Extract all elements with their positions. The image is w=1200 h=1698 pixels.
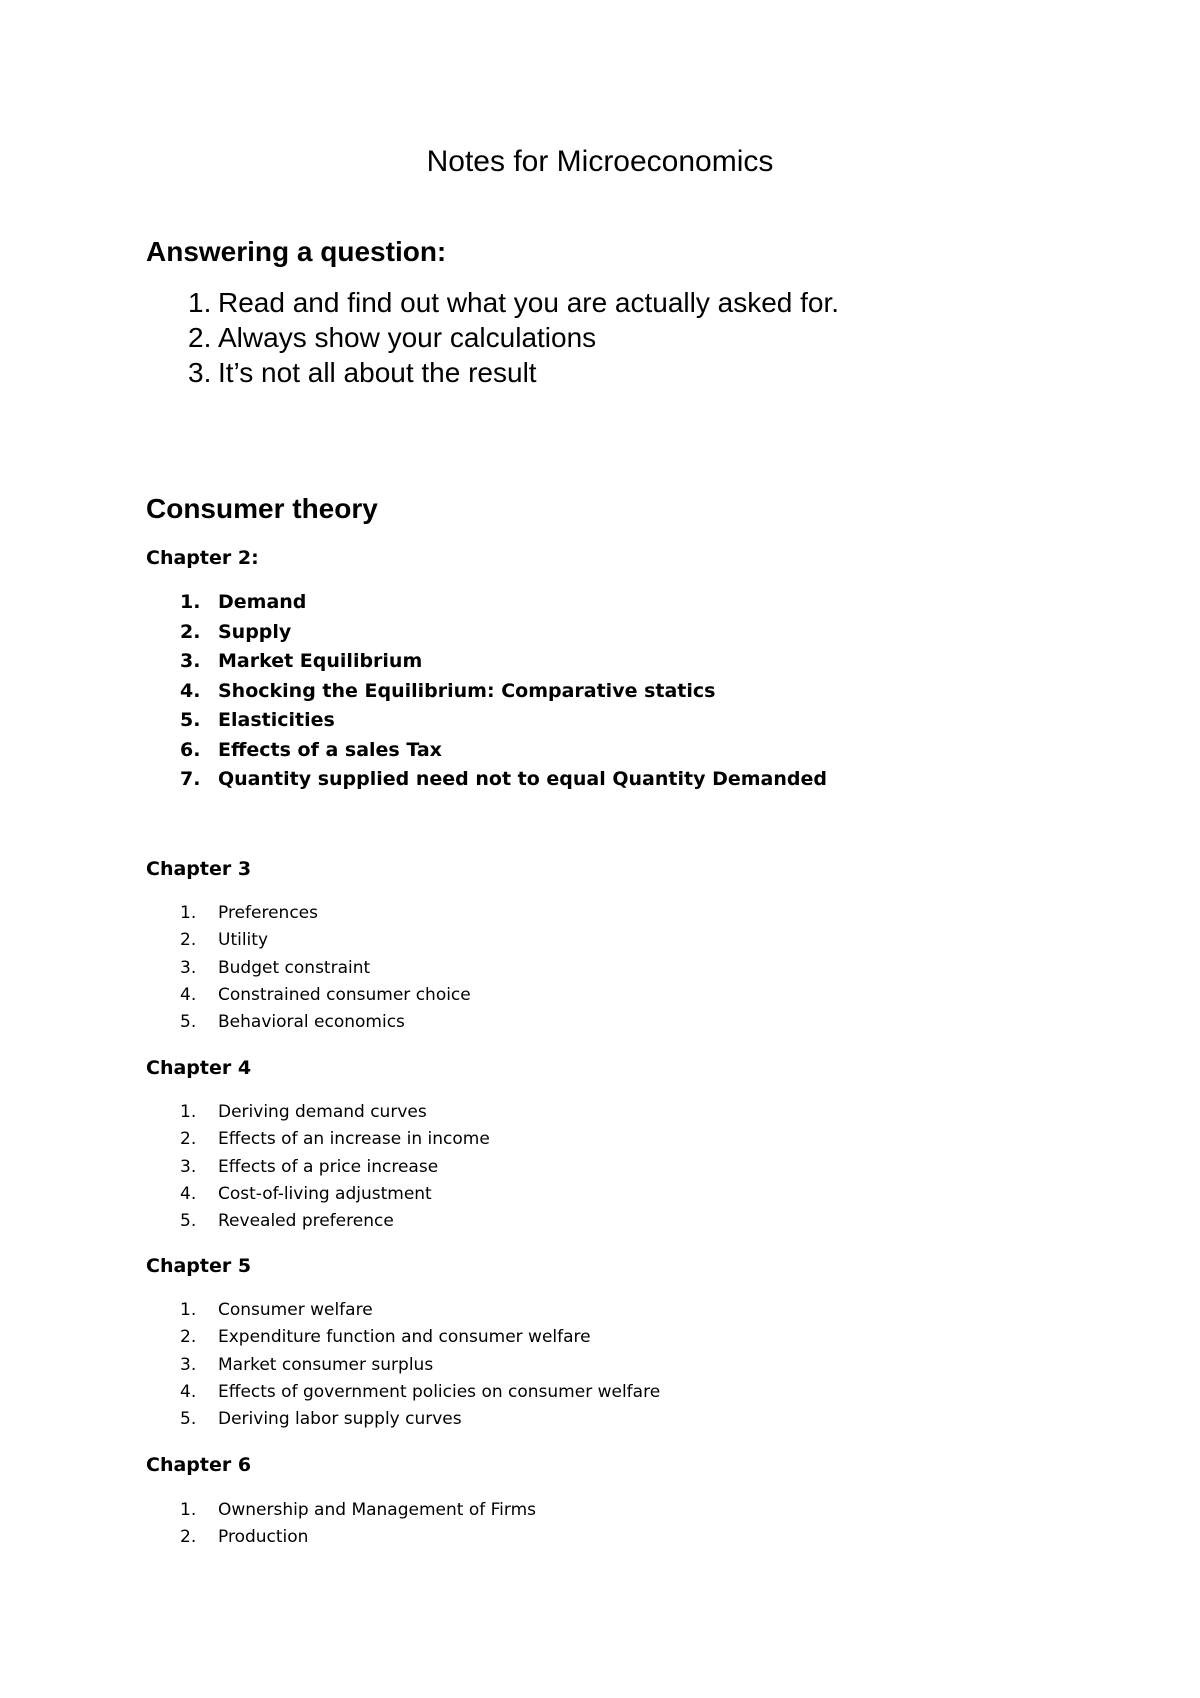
list-item-number: 5.	[180, 1012, 197, 1033]
chapter-3-list	[180, 900, 471, 1036]
list-item-text: Market Equilibrium	[218, 650, 423, 672]
list-item-number: 2.	[188, 322, 212, 353]
list-item	[180, 1406, 660, 1433]
list-item-number: 3.	[188, 357, 212, 388]
list-item	[188, 355, 839, 390]
list-item	[180, 927, 471, 954]
list-item-text: Revealed preference	[218, 1211, 394, 1232]
list-item-number: 3.	[180, 1156, 197, 1177]
list-item	[180, 1208, 490, 1235]
list-item-text: Expenditure function and consumer welfare	[218, 1327, 591, 1348]
list-item-text: Deriving labor supply curves	[218, 1409, 462, 1430]
list-item-number: 5.	[180, 1211, 197, 1232]
chapter-4-list	[180, 1099, 490, 1235]
list-item-number: 2.	[180, 620, 201, 643]
list-item-text: Effects of a sales Tax	[218, 738, 442, 761]
list-item-text: Constrained consumer choice	[218, 984, 471, 1005]
list-item	[180, 1497, 536, 1524]
answering-list	[188, 285, 839, 390]
list-item	[180, 1352, 660, 1379]
consumer-theory-heading: Consumer theory	[146, 493, 378, 524]
list-item-number: 3.	[180, 957, 197, 978]
list-item-text: Effects of a price increase	[218, 1156, 439, 1177]
list-item	[180, 1009, 471, 1036]
list-item-number: 7.	[180, 768, 201, 790]
chapter-heading-4: Chapter 4	[146, 1057, 252, 1079]
list-item	[180, 765, 827, 795]
list-item	[180, 955, 471, 982]
list-item-number: 1.	[180, 1300, 197, 1320]
list-item-number: 1.	[180, 591, 201, 613]
list-item-number: 4.	[180, 679, 201, 702]
list-item-number: 1.	[180, 1102, 197, 1122]
list-item-text: Behavioral economics	[218, 1012, 405, 1033]
list-item	[180, 1126, 490, 1153]
list-item-number: 3.	[180, 1354, 197, 1375]
list-item-text: It’s not all about the result	[218, 357, 537, 388]
list-item	[180, 1524, 536, 1551]
list-item-number: 2.	[180, 1527, 197, 1548]
list-item-text: Utility	[218, 930, 269, 951]
list-item-number: 4.	[180, 1183, 197, 1204]
list-item-text: Shocking the Equilibrium: Comparative statics	[218, 679, 716, 702]
list-item	[180, 1297, 660, 1324]
list-item	[180, 900, 471, 927]
list-item-number: 2.	[180, 1327, 197, 1348]
chapter-6-list	[180, 1497, 536, 1552]
document-title: Notes for Microeconomics	[426, 145, 774, 178]
list-item-text: Market consumer surplus	[218, 1354, 434, 1375]
list-item-number: 5.	[180, 709, 201, 731]
list-item-number: 2.	[180, 1129, 197, 1150]
list-item	[180, 1181, 490, 1208]
list-item	[180, 706, 827, 736]
list-item	[180, 677, 827, 707]
list-item-text: Preferences	[218, 903, 318, 923]
list-item	[180, 618, 827, 648]
list-item-text: Demand	[218, 591, 307, 613]
chapter-5-list	[180, 1297, 660, 1433]
list-item-number: 1.	[180, 1500, 197, 1520]
chapter-heading-6: Chapter 6	[146, 1454, 252, 1476]
answering-heading: Answering a question:	[146, 236, 447, 267]
list-item	[188, 285, 839, 320]
list-item	[180, 588, 827, 618]
list-item	[180, 1154, 490, 1181]
list-item-text: Production	[218, 1527, 309, 1548]
list-item-number: 1.	[188, 287, 212, 318]
list-item	[188, 320, 839, 355]
list-item-text: Deriving demand curves	[218, 1102, 427, 1122]
list-item-text: Cost-of-living adjustment	[218, 1183, 432, 1204]
list-item-number: 4.	[180, 1381, 197, 1402]
list-item	[180, 647, 827, 677]
list-item-text: Effects of government policies on consumer welfare	[218, 1381, 661, 1402]
list-item-text: Effects of an increase in income	[218, 1129, 490, 1150]
list-item-text: Always show your calculations	[218, 322, 597, 353]
list-item-number: 1.	[180, 903, 197, 923]
list-item	[180, 1379, 660, 1406]
list-item	[180, 1324, 660, 1351]
chapter-2-list	[180, 588, 827, 795]
list-item-number: 2.	[180, 930, 197, 951]
list-item-text: Elasticities	[218, 709, 335, 731]
list-item	[180, 1099, 490, 1126]
list-item-number: 5.	[180, 1409, 197, 1430]
chapter-heading-2: Chapter 2:	[146, 547, 259, 569]
list-item-text: Ownership and Management of Firms	[218, 1500, 536, 1520]
list-item-text: Supply	[218, 620, 292, 643]
list-item-number: 3.	[180, 650, 201, 672]
list-item-number: 6.	[180, 738, 201, 761]
list-item-text: Budget constraint	[218, 957, 371, 978]
list-item-text: Consumer welfare	[218, 1300, 373, 1320]
list-item	[180, 982, 471, 1009]
list-item-text: Quantity supplied need not to equal Quantity Demanded	[218, 768, 827, 790]
chapter-heading-3: Chapter 3	[146, 858, 252, 880]
list-item-text: Read and find out what you are actually asked for.	[218, 287, 840, 318]
list-item-number: 4.	[180, 984, 197, 1005]
chapter-heading-5: Chapter 5	[146, 1255, 252, 1277]
list-item	[180, 736, 827, 766]
